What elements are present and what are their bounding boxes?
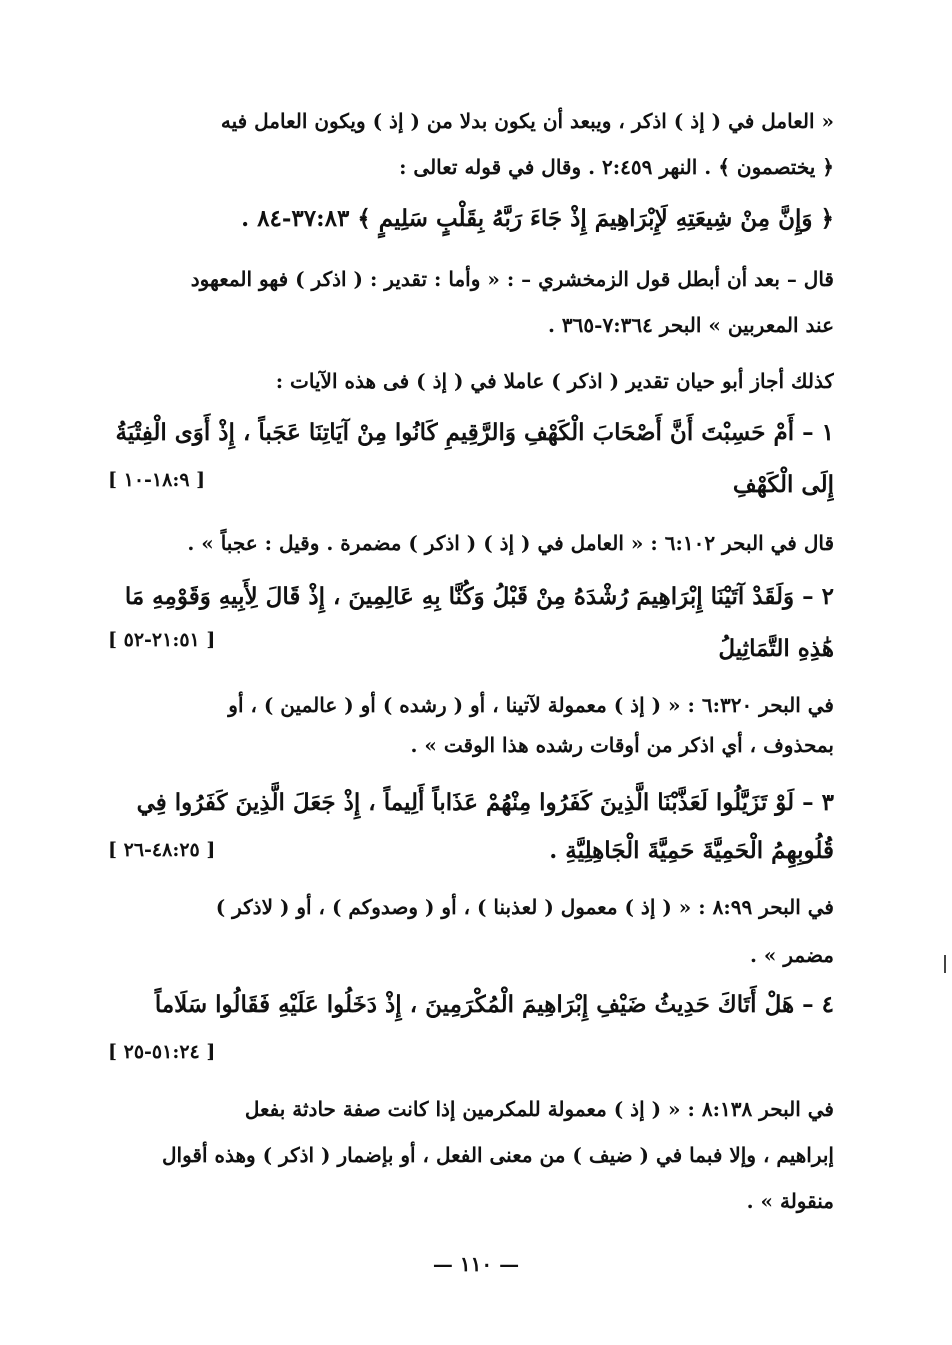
paragraph-line: في البحر ٨:١٣٨ : « ( إذ ) معمولة للمكرمين إذا كانت صفة حادثة بفعل: [244, 1097, 834, 1121]
verse-reference: [ ٤٨:٢٥-٢٦ ]: [108, 839, 216, 861]
verse-line: ٢ – وَلَقَدْ آتَيْنَا إِبْرَاهِيمَ رُشْدَهُ مِنْ قَبْلُ وَكُنَّا بِهِ عَالِمِينَ ، إِذْ قَالَ لِأَبِيهِ وَقَوْمِهِ مَا: [124, 583, 834, 610]
verse-line: ٤ – هَلْ أَتَاكَ حَدِيثُ ضَيْفِ إِبْرَاهِيمَ الْمُكْرَمِينَ ، إِذْ دَخَلُوا عَلَيْهِ فَقَالُوا سَلَاماً: [154, 991, 834, 1018]
paragraph-line: إبراهيم ، وإلا فبما في ( ضيف ) من معنى الفعل ، أو بإضمار ( اذكر ) وهذه أقوال: [161, 1143, 834, 1167]
verse-reference: [ ٢١:٥١-٥٢ ]: [108, 629, 216, 651]
page-number: — ١١٠ —: [432, 1252, 520, 1276]
paragraph-line: كذلك أجاز أبو حيان تقدير ( اذكر ) عاملا في ( إذ ) فى هذه الآيات :: [275, 369, 834, 393]
verse-line: قُلُوبِهِمُ الْحَمِيَّةَ حَمِيَّةَ الْجَاهِلِيَّةِ .: [549, 837, 834, 864]
scan-edge-mark: [944, 955, 946, 973]
paragraph-line: « العامل في ( إذ ) اذكر ، ويبعد أن يكون بدلا من ( إذ ) ويكون العامل فيه: [220, 109, 834, 133]
paragraph-line: منقولة » .: [746, 1189, 834, 1213]
verse-line: هَٰذِهِ التَّمَاثِيلُ: [718, 635, 834, 662]
paragraph-line: عند المعربين » البحر ٧:٣٦٤-٣٦٥ .: [547, 313, 834, 337]
paragraph-line: ﴿ يختصمون ﴾ . النهر ٢:٤٥٩ . وقال في قوله تعالى :: [399, 155, 834, 179]
verse-reference: [ ٥١:٢٤-٢٥ ]: [108, 1041, 216, 1063]
quran-quote-line: ﴿ وَإِنَّ مِنْ شِيعَتِهِ لَإِبْرَاهِيمَ إِذْ جَاءَ رَبَّهُ بِقَلْبٍ سَلِيمٍ ﴾ ٣٧:٨٣-٨٤ .: [241, 205, 834, 232]
verse-line: ١ – أَمْ حَسِبْتَ أَنَّ أَصْحَابَ الْكَهْفِ وَالرَّقِيمِ كَانُوا مِنْ آيَاتِنَا عَجَباً ، إِذْ أَوَى الْفِتْيَةُ: [115, 419, 834, 446]
paragraph-line: بمحذوف ، أي اذكر من أوقات رشده هذا الوقت » .: [410, 733, 834, 757]
paragraph-line: في البحر ٦:٣٢٠ : « ( إذ ) معمولة لآتينا ، أو ( رشده ) أو ( عالمين ) ، أو: [228, 693, 834, 717]
verse-line: ٣ – لَوْ تَزَيَّلُوا لَعَذَّبْنَا الَّذِينَ كَفَرُوا مِنْهُمْ عَذَاباً أَلِيماً ، إِذْ جَعَلَ الَّذِينَ كَفَرُوا فِي: [136, 789, 834, 816]
paragraph-line: مضمر » .: [749, 943, 834, 967]
paragraph-line: قال في البحر ٦:١٠٢ : « العامل في ( إذ ) ( اذكر ) مضمرة . وقيل : عجباً » .: [187, 531, 834, 555]
paragraph-line: قال – بعد أن أبطل قول الزمخشري – : « وأما : تقدير : ( اذكر ) فهو المعهود: [190, 267, 834, 291]
paragraph-line: في البحر ٨:٩٩ : « ( إذ ) معمول ( لعذبنا ) ، أو ( وصدوكم ) ، أو ( لاذكر ): [215, 895, 834, 919]
verse-reference: [ ١٨:٩-١٠ ]: [108, 469, 206, 491]
verse-line: إِلَى الْكَهْفِ: [732, 471, 834, 498]
